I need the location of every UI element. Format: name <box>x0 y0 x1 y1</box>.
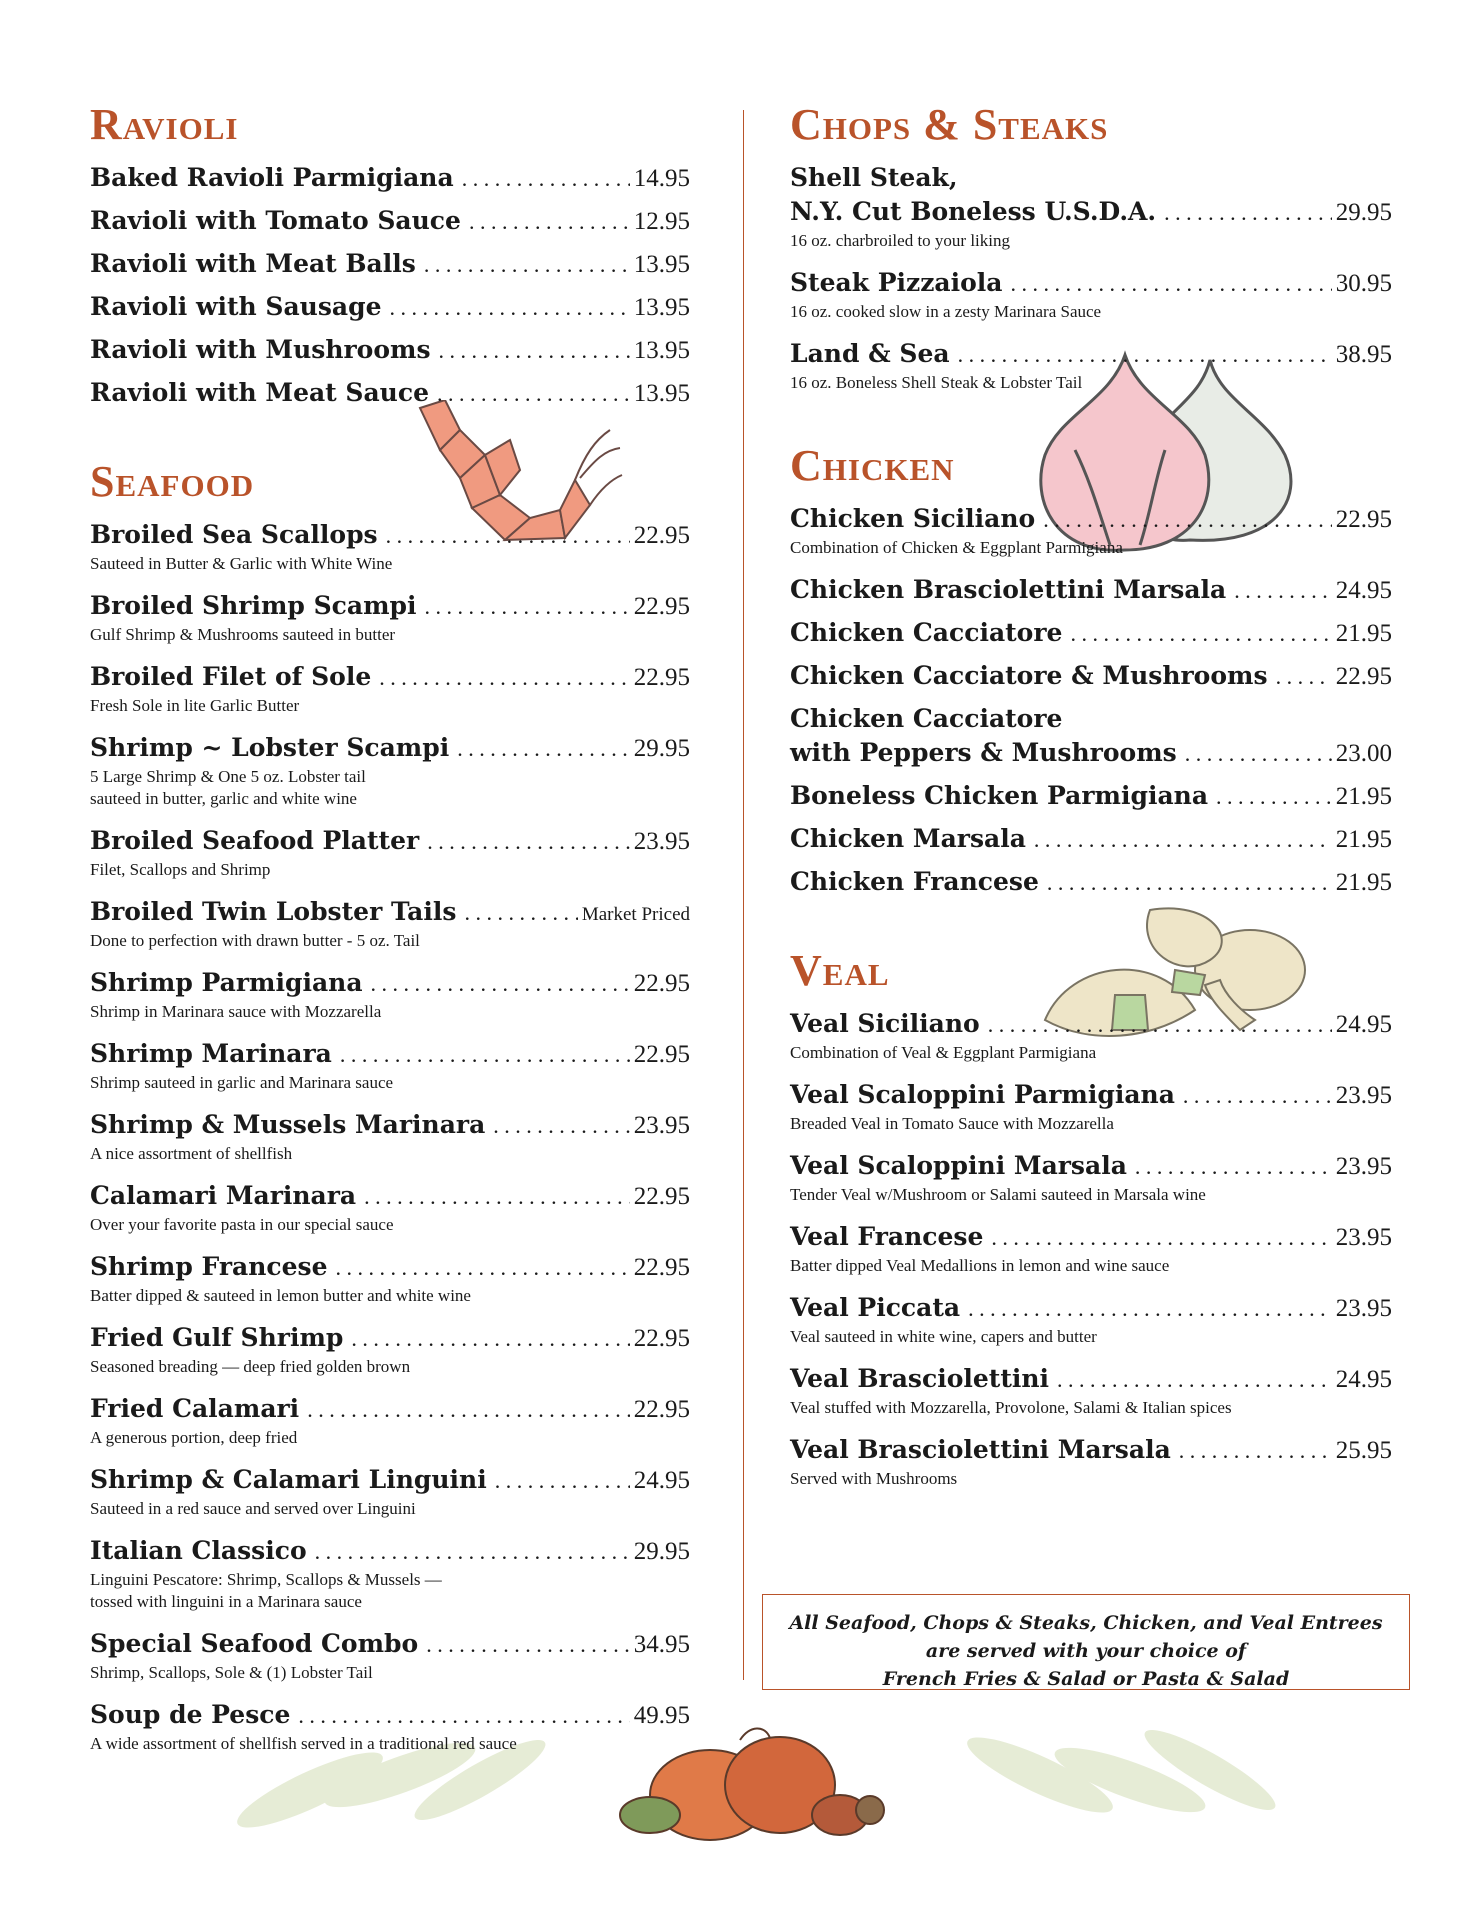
menu-item-name: Shrimp Francese <box>90 1252 328 1281</box>
menu-item-name: Special Seafood Combo <box>90 1629 419 1658</box>
menu-item <box>90 1463 690 1520</box>
menu-item <box>790 337 1392 394</box>
menu-item <box>790 266 1392 323</box>
menu-item-row <box>90 1534 690 1568</box>
dot-leader <box>315 1539 630 1565</box>
menu-item-price: Market Priced <box>581 904 690 925</box>
menu-item <box>90 1627 690 1684</box>
menu-item <box>90 518 690 575</box>
menu-item-description: Tender Veal w/Mushroom or Salami sauteed in Marsala wine <box>790 1185 1206 1204</box>
menu-item-name: Veal Brasciolettini Marsala <box>790 1435 1171 1464</box>
menu-item-price: 22.95 <box>633 1183 690 1210</box>
menu-item-row <box>90 589 690 623</box>
menu-item-price: 13.95 <box>633 380 690 407</box>
menu-item-row <box>790 195 1392 229</box>
menu-item-row <box>90 966 690 1000</box>
dot-leader <box>464 900 577 926</box>
menu-item-price: 23.00 <box>1335 740 1392 767</box>
dot-leader <box>1034 827 1332 853</box>
section-title: Veal <box>790 946 890 995</box>
menu-item-row <box>90 1392 690 1426</box>
menu-item-price: 13.95 <box>633 337 690 364</box>
menu-item-price: 22.95 <box>1335 506 1392 533</box>
menu-item <box>90 895 690 952</box>
menu-item-description: Sauteed in Butter & Garlic with White Wine <box>90 554 393 573</box>
menu-item-price: 21.95 <box>1335 783 1392 810</box>
menu-item-price: 23.95 <box>1335 1295 1392 1322</box>
menu-item <box>790 702 1392 770</box>
menu-item-price: 23.95 <box>1335 1082 1392 1109</box>
dot-leader <box>988 1012 1332 1038</box>
sides-note-box <box>762 1594 1410 1690</box>
menu-item-description: Filet, Scallops and Shrimp <box>90 860 271 879</box>
menu-item-description: Veal sauteed in white wine, capers and butter <box>790 1327 1097 1346</box>
menu-item-name: Steak Pizzaiola <box>790 268 1003 297</box>
menu-item-name: Italian Classico <box>90 1536 307 1565</box>
dot-leader <box>424 252 630 278</box>
dot-leader <box>439 338 630 364</box>
menu-item-name: Boneless Chicken Parmigiana <box>790 781 1209 810</box>
menu-item-name: Soup de Pesce <box>90 1700 291 1729</box>
menu-item-price: 25.95 <box>1335 1437 1392 1464</box>
menu-item-row <box>90 1108 690 1142</box>
menu-item-name: Chicken Marsala <box>790 824 1026 853</box>
sides-note-line: are served with your choice of <box>925 1640 1247 1662</box>
right-column <box>790 95 1392 1532</box>
menu-item-name: Broiled Sea Scallops <box>90 520 378 549</box>
menu-item-row <box>790 659 1392 693</box>
menu-item <box>90 1534 690 1613</box>
menu-item <box>790 822 1392 856</box>
menu-item <box>790 1433 1392 1490</box>
menu-item-price: 24.95 <box>1335 1011 1392 1038</box>
menu-item-name: Calamari Marinara <box>90 1181 357 1210</box>
menu-item-description: A wide assortment of shellfish served in a traditional red sauce <box>90 1734 517 1753</box>
dot-leader <box>389 295 629 321</box>
dot-leader <box>1276 664 1332 690</box>
menu-item-name: Shrimp Marinara <box>90 1039 332 1068</box>
menu-item-row <box>90 518 690 552</box>
menu-item-description: Batter dipped Veal Medallions in lemon and wine sauce <box>790 1256 1170 1275</box>
dot-leader <box>1216 784 1332 810</box>
menu-item <box>90 1108 690 1165</box>
menu-item-row <box>90 1463 690 1497</box>
menu-item-row <box>790 1433 1392 1467</box>
menu-item <box>790 779 1392 813</box>
section-chops-steaks <box>790 95 1392 394</box>
menu-item-description: A generous portion, deep fried <box>90 1428 298 1447</box>
dot-leader <box>427 829 630 855</box>
dot-leader <box>1057 1367 1332 1393</box>
dot-leader <box>1047 870 1332 896</box>
dot-leader <box>1234 578 1331 604</box>
menu-item-description: Over your favorite pasta in our special sauce <box>90 1215 394 1234</box>
section-seafood <box>90 452 690 1755</box>
menu-item <box>790 1291 1392 1348</box>
menu-item-name: Veal Francese <box>790 1222 984 1251</box>
menu-item <box>90 731 690 810</box>
menu-item <box>90 589 690 646</box>
menu-item-price: 23.95 <box>1335 1153 1392 1180</box>
menu-item-name: Broiled Filet of Sole <box>90 662 372 691</box>
dot-leader <box>1070 621 1331 647</box>
menu-item-price: 29.95 <box>1335 199 1392 226</box>
menu-item-description: Sauteed in a red sauce and served over Linguini <box>90 1499 416 1518</box>
menu-item-row <box>790 1078 1392 1112</box>
menu-item-price: 24.95 <box>633 1467 690 1494</box>
menu-item-description: 16 oz. Boneless Shell Steak & Lobster Tail <box>790 373 1083 392</box>
menu-item-row <box>90 1627 690 1661</box>
menu-item-row <box>790 1007 1392 1041</box>
menu-item-name: Chicken Brasciolettini Marsala <box>790 575 1227 604</box>
dot-leader <box>426 1632 630 1658</box>
sides-note-line: All Seafood, Chops & Steaks, Chicken, and Veal Entrees <box>789 1612 1383 1634</box>
menu-item-description: A nice assortment of shellfish <box>90 1144 293 1163</box>
menu-item-name: Ravioli with Meat Sauce <box>90 378 429 407</box>
menu-item <box>790 1078 1392 1135</box>
menu-item-name: Ravioli with Sausage <box>90 292 382 321</box>
section-title: Chicken <box>790 441 955 490</box>
menu-item-row <box>790 616 1392 650</box>
section-title: Chops & Steaks <box>790 100 1109 149</box>
menu-item-row <box>790 266 1392 300</box>
dot-leader <box>336 1255 630 1281</box>
menu-item-description: Seasoned breading — deep fried golden brown <box>90 1357 411 1376</box>
menu-item-price: 22.95 <box>633 664 690 691</box>
menu-item-price: 23.95 <box>1335 1224 1392 1251</box>
menu-item-name: Ravioli with Mushrooms <box>90 335 431 364</box>
menu-item <box>90 376 690 410</box>
dot-leader <box>298 1703 629 1729</box>
dot-leader <box>371 971 630 997</box>
menu-item-price: 49.95 <box>633 1702 690 1729</box>
menu-item-price: 34.95 <box>633 1631 690 1658</box>
menu-item-name: Veal Siciliano <box>790 1009 980 1038</box>
sides-note-line: French Fries & Salad or Pasta & Salad <box>882 1668 1290 1690</box>
menu-item <box>790 1149 1392 1206</box>
menu-item-name: Shrimp & Mussels Marinara <box>90 1110 486 1139</box>
menu-item-row <box>90 660 690 694</box>
dot-leader <box>469 209 630 235</box>
dot-leader <box>1164 200 1332 226</box>
menu-item-description: 16 oz. cooked slow in a zesty Marinara Sauce <box>790 302 1102 321</box>
menu-item-description: Combination of Veal & Eggplant Parmigiana <box>790 1043 1097 1062</box>
menu-item <box>90 1037 690 1094</box>
dot-leader <box>307 1397 630 1423</box>
menu-item <box>90 1392 690 1449</box>
menu-item-price: 29.95 <box>633 1538 690 1565</box>
menu-item-name: Veal Brasciolettini <box>790 1364 1050 1393</box>
menu-item-row <box>790 1362 1392 1396</box>
menu-item-price: 22.95 <box>633 522 690 549</box>
section-veal <box>790 941 1392 1490</box>
menu-item <box>790 659 1392 693</box>
dot-leader <box>462 166 630 192</box>
menu-item-row <box>790 1291 1392 1325</box>
menu-item-name-line: Chicken Cacciatore <box>790 704 1063 733</box>
menu-item-price: 21.95 <box>1335 869 1392 896</box>
menu-item-name-line: Shell Steak, <box>790 163 958 192</box>
menu-item <box>90 966 690 1023</box>
menu-item-price: 21.95 <box>1335 826 1392 853</box>
menu-item <box>90 247 690 281</box>
menu-item-row <box>790 573 1392 607</box>
menu-item-price: 22.95 <box>1335 663 1392 690</box>
menu-item-row <box>90 161 690 195</box>
menu-item <box>90 824 690 881</box>
menu-item-row <box>790 736 1392 770</box>
menu-item-row <box>90 1321 690 1355</box>
section-chicken <box>790 436 1392 899</box>
menu-item-description: Breaded Veal in Tomato Sauce with Mozzarella <box>790 1114 1114 1133</box>
menu-item-row <box>790 502 1392 536</box>
menu-item <box>90 1250 690 1307</box>
menu-item <box>790 573 1392 607</box>
menu-item <box>90 660 690 717</box>
menu-item-name: Shrimp & Calamari Linguini <box>90 1465 487 1494</box>
menu-item-name: Chicken Francese <box>790 867 1039 896</box>
dot-leader <box>457 736 630 762</box>
menu-item-name: Veal Scaloppini Marsala <box>790 1151 1127 1180</box>
menu-item <box>790 1220 1392 1277</box>
menu-item-price: 24.95 <box>1335 1366 1392 1393</box>
dot-leader <box>1179 1438 1332 1464</box>
dot-leader <box>495 1468 630 1494</box>
menu-item-row <box>790 1149 1392 1183</box>
dot-leader <box>991 1225 1331 1251</box>
menu-item-name: Broiled Seafood Platter <box>90 826 420 855</box>
menu-item-price: 22.95 <box>633 970 690 997</box>
menu-item <box>790 1007 1392 1064</box>
menu-item-row <box>90 376 690 410</box>
menu-item <box>790 865 1392 899</box>
menu-item-row <box>90 290 690 324</box>
menu-item-name: Broiled Shrimp Scampi <box>90 591 417 620</box>
dot-leader <box>364 1184 630 1210</box>
dot-leader <box>968 1296 1332 1322</box>
menu-item <box>90 1698 690 1755</box>
menu-item-price: 22.95 <box>633 1325 690 1352</box>
menu-item-name: Chicken Cacciatore & Mushrooms <box>790 661 1268 690</box>
menu-item <box>790 502 1392 559</box>
menu-item-price: 30.95 <box>1335 270 1392 297</box>
dot-leader <box>340 1042 630 1068</box>
dot-leader <box>958 342 1332 368</box>
menu-item <box>90 1321 690 1378</box>
menu-item-row <box>90 1037 690 1071</box>
menu-item-price: 13.95 <box>633 294 690 321</box>
menu-item-price: 29.95 <box>633 735 690 762</box>
menu-item-price: 13.95 <box>633 251 690 278</box>
menu-item-name: Veal Scaloppini Parmigiana <box>790 1080 1175 1109</box>
menu-item-name: with Peppers & Mushrooms <box>790 738 1177 767</box>
menu-item-name: Ravioli with Tomato Sauce <box>90 206 461 235</box>
menu-item-name: Shrimp Parmigiana <box>90 968 363 997</box>
dot-leader <box>493 1113 629 1139</box>
dot-leader <box>1135 1154 1332 1180</box>
menu-item-row <box>90 247 690 281</box>
menu-item-price: 23.95 <box>633 828 690 855</box>
menu-item <box>90 1179 690 1236</box>
menu-item-row <box>90 204 690 238</box>
menu-item-name: Baked Ravioli Parmigiana <box>90 163 454 192</box>
menu-item-row <box>90 895 690 929</box>
menu-item-price: 21.95 <box>1335 620 1392 647</box>
menu-item-price: 22.95 <box>633 1396 690 1423</box>
menu-item-description: Batter dipped & sauteed in lemon butter and white wine <box>90 1286 471 1305</box>
menu-item-description: Linguini Pescatore: Shrimp, Scallops & Mussels — tossed with linguini in a Marinara sauce <box>90 1570 442 1611</box>
menu-item-price: 12.95 <box>633 208 690 235</box>
menu-item-row <box>790 865 1392 899</box>
menu-item-name: Ravioli with Meat Balls <box>90 249 416 278</box>
menu-item-description: Combination of Chicken & Eggplant Parmigiana <box>790 538 1123 557</box>
section-ravioli <box>90 95 690 410</box>
menu-item-name: N.Y. Cut Boneless U.S.D.A. <box>790 197 1157 226</box>
menu-item-name: Veal Piccata <box>790 1293 961 1322</box>
dot-leader <box>425 594 630 620</box>
menu-item-price: 22.95 <box>633 593 690 620</box>
left-column <box>90 95 690 1797</box>
menu-item-description: Gulf Shrimp & Mushrooms sauteed in butter <box>90 625 396 644</box>
menu-item-price: 23.95 <box>633 1112 690 1139</box>
menu-item-description: Veal stuffed with Mozzarella, Provolone, Salami & Italian spices <box>790 1398 1232 1417</box>
dot-leader <box>1183 1083 1332 1109</box>
menu-item <box>90 204 690 238</box>
menu-item-price: 14.95 <box>633 165 690 192</box>
section-title: Ravioli <box>90 100 239 149</box>
menu-item-name: Shrimp ~ Lobster Scampi <box>90 733 450 762</box>
menu-item-description: Shrimp sauteed in garlic and Marinara sauce <box>90 1073 394 1092</box>
dot-leader <box>1185 741 1332 767</box>
menu-item <box>790 161 1392 252</box>
menu-item-row <box>90 824 690 858</box>
menu-item-row <box>790 1220 1392 1254</box>
menu-item-row <box>790 337 1392 371</box>
menu-item-name: Chicken Siciliano <box>790 504 1036 533</box>
dot-leader <box>386 523 630 549</box>
menu-item-row <box>790 822 1392 856</box>
menu-item-name: Chicken Cacciatore <box>790 618 1063 647</box>
dot-leader <box>351 1326 629 1352</box>
menu-item-description: Done to perfection with drawn butter - 5 oz. Tail <box>90 931 420 950</box>
menu-item-price: 22.95 <box>633 1254 690 1281</box>
menu-item-description: Served with Mushrooms <box>790 1469 958 1488</box>
menu-item-description: Shrimp in Marinara sauce with Mozzarella <box>90 1002 382 1021</box>
menu-item-row <box>90 1179 690 1213</box>
menu-item <box>90 290 690 324</box>
menu-item <box>790 616 1392 650</box>
menu-item-price: 24.95 <box>1335 577 1392 604</box>
section-title: Seafood <box>90 457 255 506</box>
menu-item-row <box>90 1250 690 1284</box>
dot-leader <box>437 381 630 407</box>
menu-item <box>90 161 690 195</box>
menu-item-row <box>90 333 690 367</box>
menu-item-name: Broiled Twin Lobster Tails <box>90 897 457 926</box>
menu-item-description: Fresh Sole in lite Garlic Butter <box>90 696 300 715</box>
menu-item <box>90 333 690 367</box>
dot-leader <box>1011 271 1332 297</box>
menu-item <box>790 1362 1392 1419</box>
dot-leader <box>379 665 630 691</box>
menu-item-row <box>790 779 1392 813</box>
menu-item-description: 16 oz. charbroiled to your liking <box>790 231 1011 250</box>
menu-item-row <box>90 1698 690 1732</box>
menu-item-description: 5 Large Shrimp & One 5 oz. Lobster tail sauteed in butter, garlic and white wine <box>90 767 366 808</box>
column-divider <box>743 110 744 1680</box>
menu-item-row <box>90 731 690 765</box>
menu-item-price: 22.95 <box>633 1041 690 1068</box>
menu-item-name: Fried Calamari <box>90 1394 300 1423</box>
dot-leader <box>1043 507 1332 533</box>
menu-item-name: Fried Gulf Shrimp <box>90 1323 344 1352</box>
menu-item-price: 38.95 <box>1335 341 1392 368</box>
menu-item-description: Shrimp, Scallops, Sole & (1) Lobster Tail <box>90 1663 373 1682</box>
menu-item-name: Land & Sea <box>790 339 950 368</box>
